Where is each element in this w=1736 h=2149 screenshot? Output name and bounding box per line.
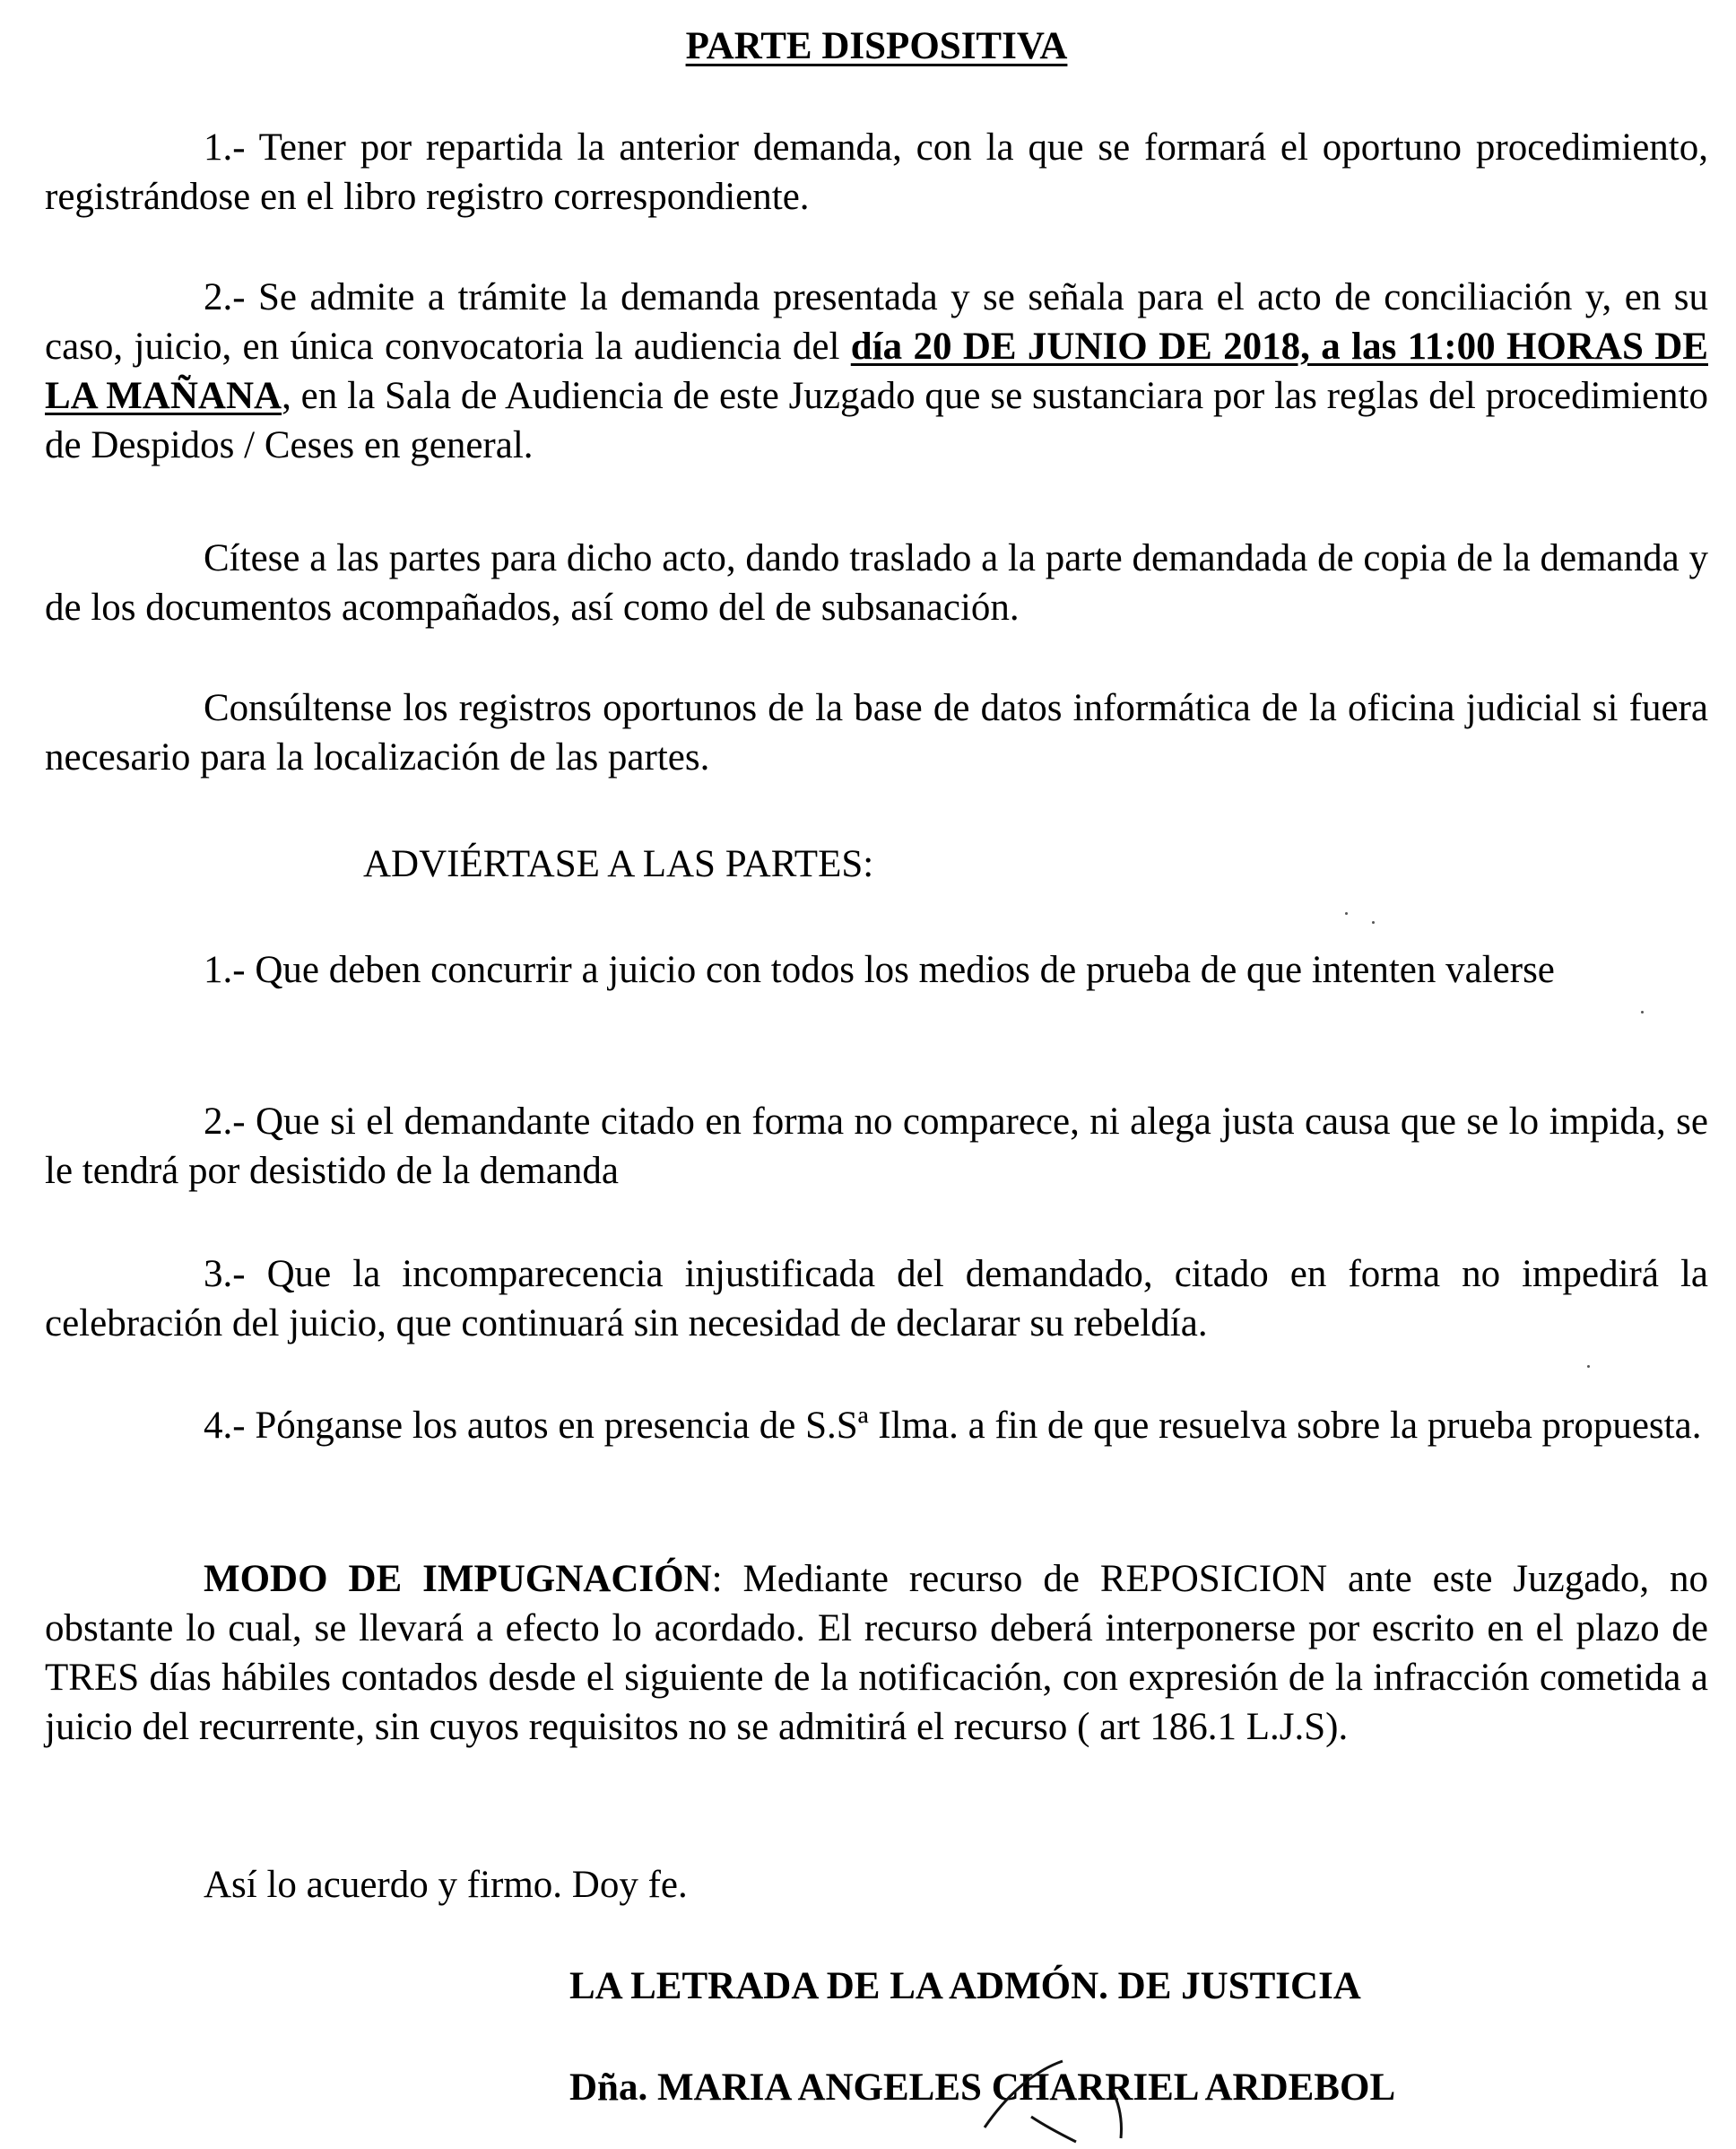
paragraph-3: Cítese a las partes para dicho acto, dando traslado a la parte demandada de copia de la demanda y de los documentos acompañados, así como del de subsanación. (45, 537, 1708, 629)
hearing-date: día 20 DE JUNIO DE 2018, a las 11:00 HORAS DE LA MAÑANA (45, 326, 1708, 417)
paragraph-2 (45, 273, 1708, 470)
advertise-heading: ADVIÉRTASE A LAS PARTES: (363, 843, 874, 885)
signer-title: LA LETRADA DE LA ADMÓN. DE JUSTICIA (569, 1965, 1361, 2007)
scan-speck (1587, 1365, 1590, 1368)
paragraph-4: Consúltense los registros oportunos de la base de datos informática de la oficina judicial si fuera necesario para la localización de las partes. (45, 687, 1708, 779)
document-title: PARTE DISPOSITIVA (685, 25, 1068, 67)
impugnation-paragraph (45, 1554, 1708, 1752)
scan-speck (1641, 1011, 1644, 1014)
document-page (45, 0, 1708, 2149)
advice-1: 1.- Que deben concurrir a juicio con todos los medios de prueba de que intenten valerse (204, 949, 1555, 991)
closing-line: Así lo acuerdo y firmo. Doy fe. (204, 1864, 688, 1906)
paragraph-2-intro: 2.- Se admite a trámite la demanda presentada y se señala para el acto de conciliación y, en su caso, juicio, en única convocatoria la audiencia del (45, 276, 1708, 368)
advice-4: 4.- Pónganse los autos en presencia de S.Sª Ilma. a fin de que resuelva sobre la prueba propuesta. (204, 1405, 1702, 1447)
advice-3: 3.- Que la incomparecencia injustificada del demandado, citado en forma no impedirá la celebración del juicio, que continuará sin necesidad de declarar su rebeldía. (45, 1253, 1708, 1344)
advice-2: 2.- Que si el demandante citado en forma no comparece, ni alega justa causa que se lo impida, se le tendrá por desistido de la demanda (45, 1101, 1708, 1192)
impugnation-label: MODO DE IMPUGNACIÓN (204, 1558, 712, 1600)
scan-speck (1372, 921, 1375, 924)
paragraph-2-rest: , en la Sala de Audiencia de este Juzgado que se sustanciara por las reglas del procedimiento de Despidos / Ceses en general. (45, 375, 1708, 466)
signer-name: Dña. MARIA ANGELES CHARRIEL ARDEBOL (569, 2066, 1396, 2109)
paragraph-1: 1.- Tener por repartida la anterior demanda, con la que se formará el oportuno procedimiento, registrándose en el libro registro correspondiente. (45, 126, 1708, 218)
impugnation-text: : Mediante recurso de REPOSICION ante este Juzgado, no obstante lo cual, se llevará a efecto lo acordado. El recurso deberá interponerse por escrito en el plazo de TRES días hábiles contados desde el siguiente de la notificación, con expresión de la infracción cometida a juicio del recurrente, sin cuyos requisitos no se admitirá el recurso ( art 186.1 L.J.S). (45, 1558, 1709, 1748)
scan-speck (1345, 912, 1348, 915)
